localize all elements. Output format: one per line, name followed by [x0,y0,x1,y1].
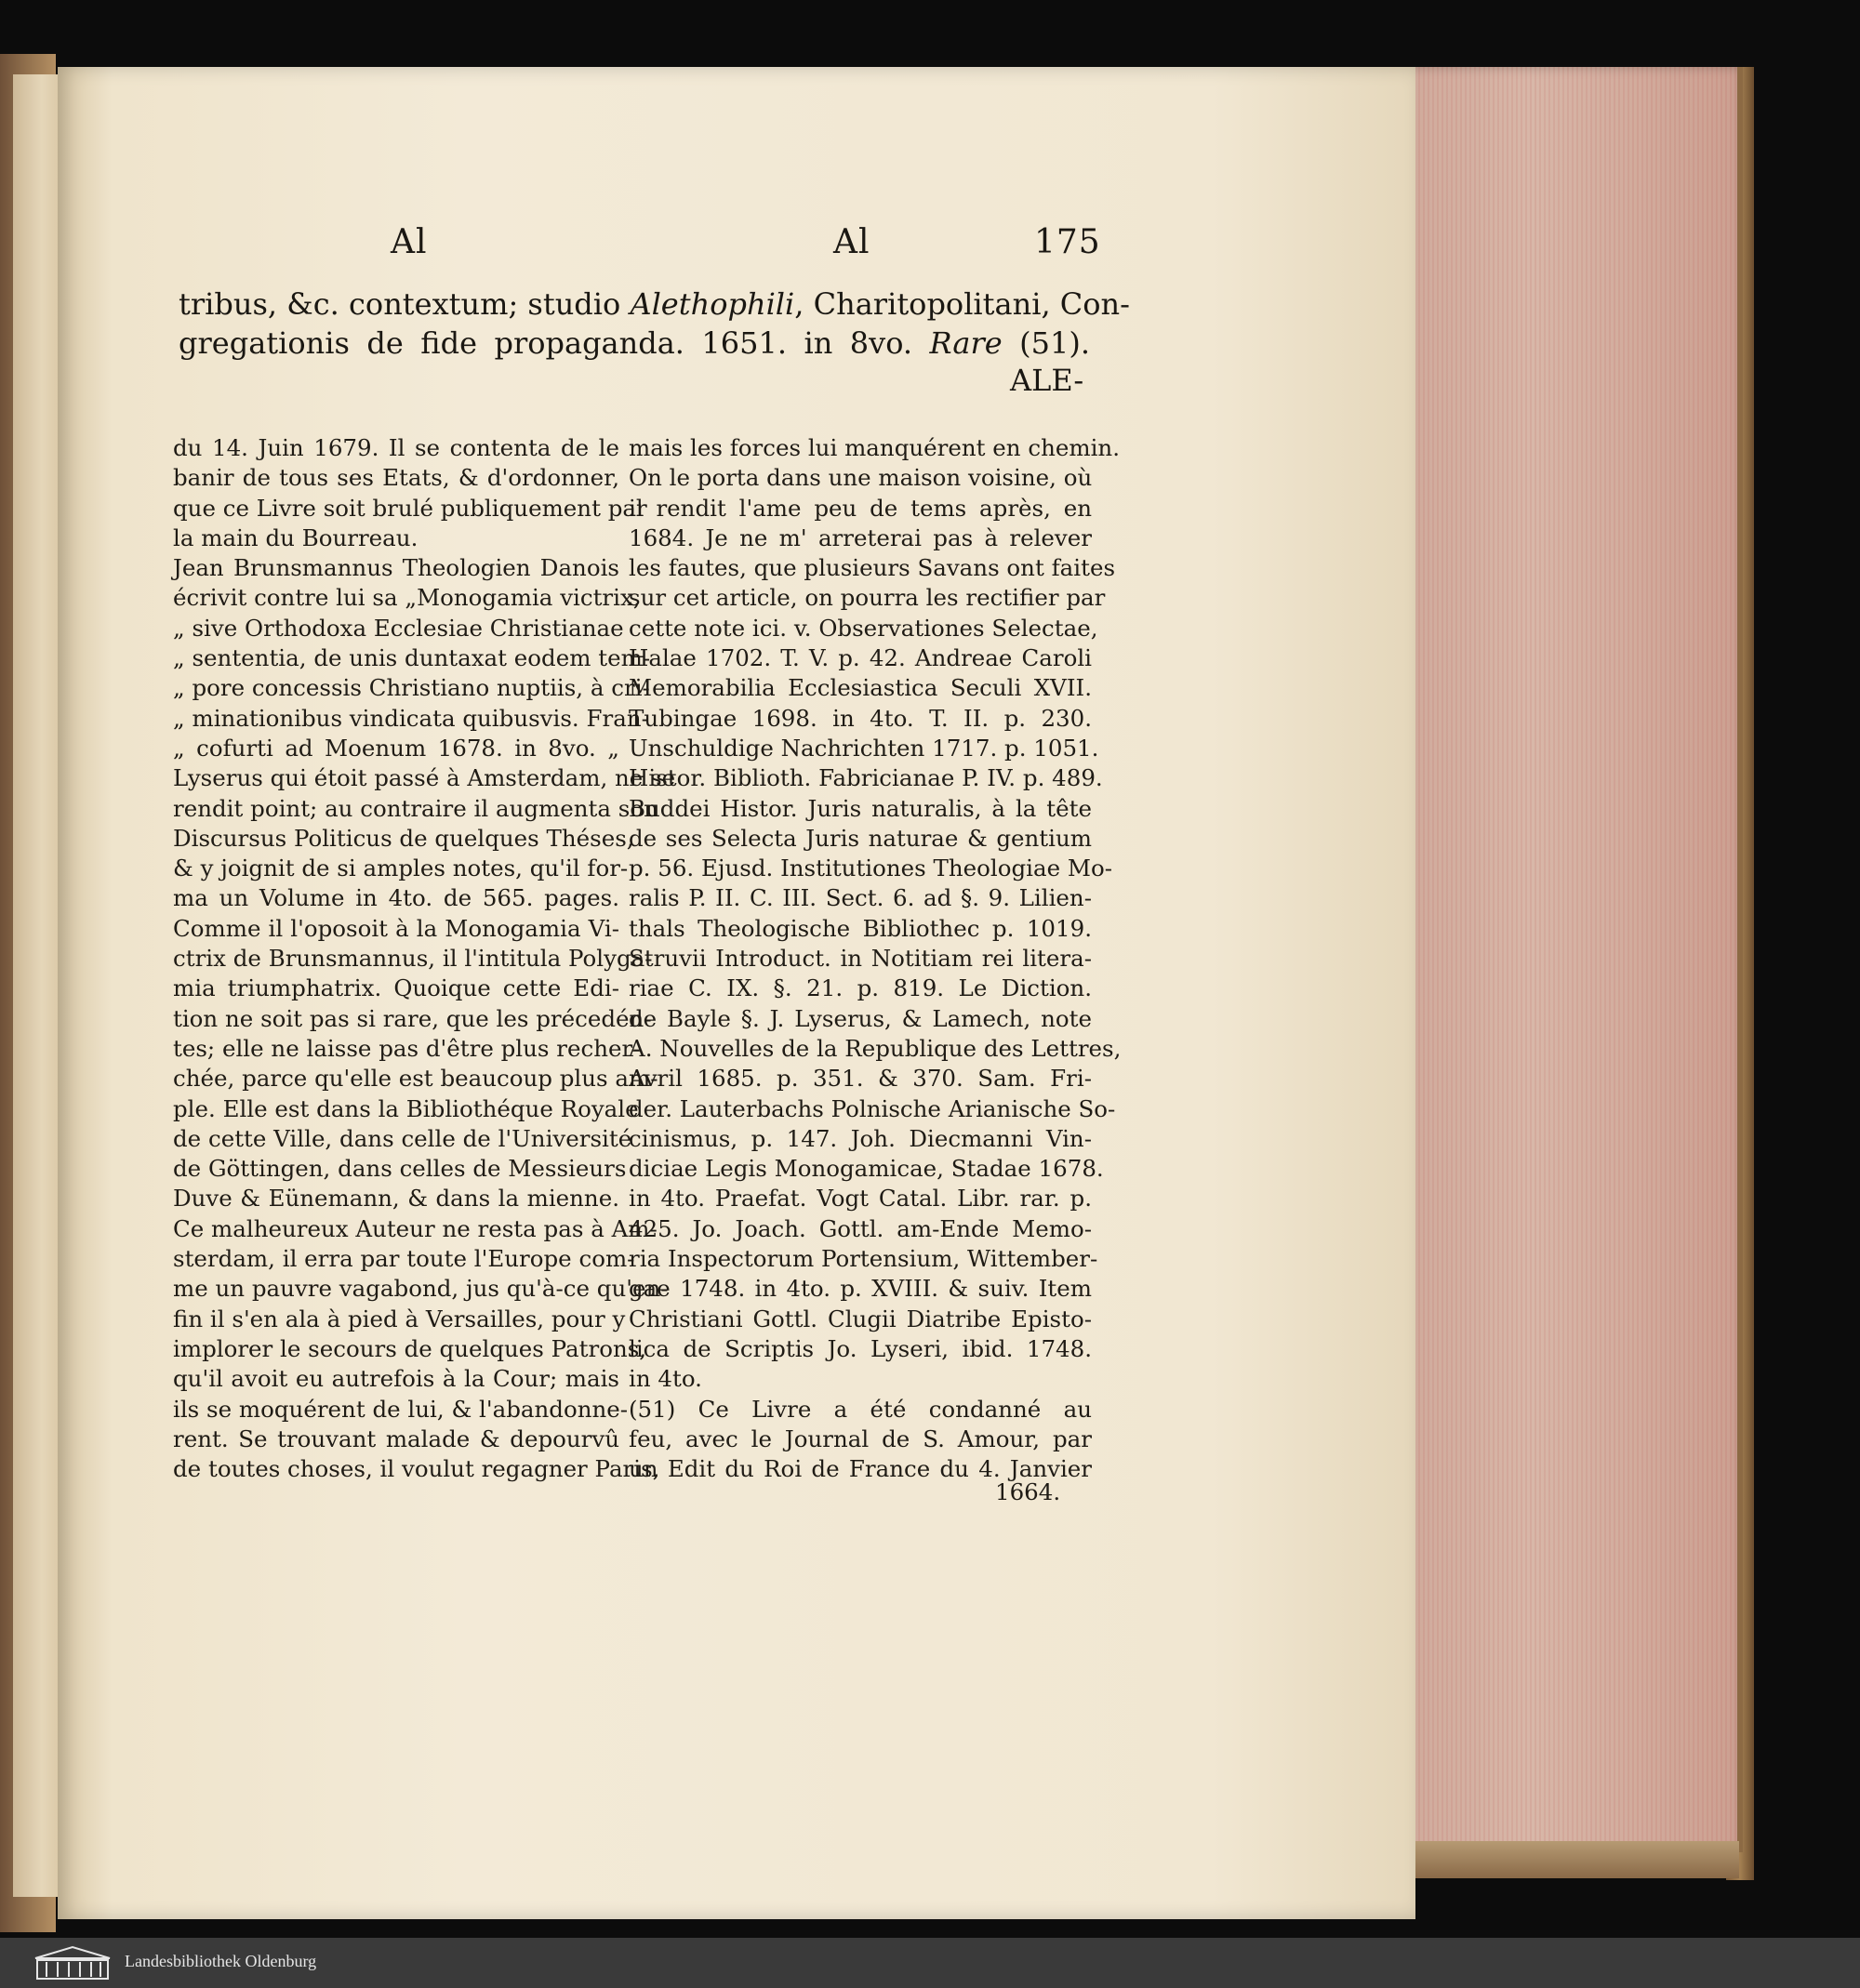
text-line: Christiani Gottl. Clugii Diatribe Episto- [629,1305,1092,1332]
footer-bar [0,1938,1860,1988]
text-line: p. 56. Ejusd. Institutiones Theologiae Mo- [629,855,1112,882]
text-line: 1684. Je ne m' arreterai pas à relever [629,524,1092,551]
text-line: riae C. IX. §. 21. p. 819. Le Diction. [629,974,1092,1002]
text-line: Avril 1685. p. 351. & 370. Sam. Fri- [629,1065,1092,1093]
text-line: cette note ici. v. Observationes Selectae, [629,614,1098,642]
text-line: On le porta dans une maison voisine, où [629,464,1093,492]
running-head-left: Al [391,223,428,261]
top-line-2-text-b: (51). [1002,325,1090,361]
top-line-1-text-a: tribus, &c. contextum; studio [179,286,631,322]
top-line-2-text-a: gregationis de fide propaganda. 1651. in 8vo. [179,325,930,361]
text-line: ctrix de Brunsmannus, il l'intitula Polyga- [173,945,653,973]
text-line: ralis P. II. C. III. Sect. 6. ad §. 9. Lilien- [629,884,1092,912]
text-line: „ pore concessis Christiano nuptiis, à cri- [173,674,650,702]
text-line: Tubingae 1698. in 4to. T. II. p. 230. [629,704,1092,732]
text-line: Struvii Introduct. in Notitiam rei litera- [629,945,1092,973]
text-line: que ce Livre soit brulé publiquement par [173,494,647,522]
text-line: A. Nouvelles de la Republique des Lettres, [629,1034,1122,1062]
text-line: Histor. Biblioth. Fabricianae P. IV. p. 489. [629,764,1103,792]
text-line: de toutes choses, il voulut regagner Paris, [173,1455,660,1483]
text-line: in 4to. Praefat. Vogt Catal. Libr. rar. p. [629,1185,1092,1213]
left-text-column [173,433,676,1484]
text-line: 425. Jo. Joach. Gottl. am-Ende Memo- [629,1214,1092,1242]
page-number: 175 [1034,223,1101,261]
text-line: in 4to. [629,1365,702,1393]
text-line: & y joignit de si amples notes, qu'il for- [173,855,629,882]
text-line: ma un Volume in 4to. de 565. pages. [173,884,619,912]
text-line: de ses Selecta Juris naturae & gentium [629,824,1092,852]
text-line: Comme il l'oposoit à la Monogamia Vi- [173,914,619,942]
text-line: rent. Se trouvant malade & depourvû [173,1425,619,1452]
text-line: „ cofurti ad Moenum 1678. in 8vo. „ [173,734,619,762]
right-text-column [629,433,1122,1484]
text-line: Discursus Politicus de quelques Théses, [173,824,634,852]
text-line: rendit point; au contraire il augmenta son [173,794,658,822]
text-line: tion ne soit pas si rare, que les précedén- [173,1004,652,1032]
text-line: de Bayle §. J. Lyserus, & Lamech, note [629,1004,1092,1032]
text-line: de cette Ville, dans celle de l'Université [173,1124,632,1152]
text-line: Duve & Eünemann, & dans la mienne. [173,1185,619,1213]
text-line: Halae 1702. T. V. p. 42. Andreae Caroli [629,644,1092,672]
top-block-line-2 [179,325,1090,361]
text-line: les fautes, que plusieurs Savans ont faites [629,554,1116,582]
top-line-1-text-b: , Charitopolitani, Con- [794,286,1130,322]
text-line: thals Theologische Bibliothec p. 1019. [629,914,1092,942]
text-line: fin il s'en ala à pied à Versailles, pour y [173,1305,626,1332]
text-line: tes; elle ne laisse pas d'être plus recher- [173,1034,641,1062]
text-line: ils se moquérent de lui, & l'abandonne- [173,1395,629,1423]
text-line: „ sententia, de unis duntaxat eodem tem- [173,644,651,672]
text-line: lica de Scriptis Jo. Lyseri, ibid. 1748. [629,1334,1092,1362]
text-line: Ce malheureux Auteur ne resta pas à Am- [173,1214,658,1242]
page-block-edge [1395,67,1743,1852]
text-line: (51) Ce Livre a été condanné au [629,1395,1092,1423]
text-line: Unschuldige Nachrichten 1717. p. 1051. [629,734,1099,762]
text-line: „ minationibus vindicata quibusvis. Fran- [173,704,649,732]
text-line: mais les forces lui manquérent en chemin. [629,434,1120,461]
text-line: me un pauvre vagabond, jus qu'à-ce qu'en- [173,1275,669,1303]
text-line: il rendit l'ame peu de tems après, en [629,494,1092,522]
library-building-icon [33,1945,112,1981]
text-line: Buddei Histor. Juris naturalis, à la tête [629,794,1092,822]
top-block-line-1 [179,286,1130,322]
catchword: ALE- [1010,363,1084,398]
text-line: ria Inspectorum Portensium, Wittember- [629,1245,1098,1273]
book-bottom-edge [1395,1841,1739,1878]
text-line: Jean Brunsmannus Theologien Danois [173,554,619,582]
text-line: „ sive Orthodoxa Ecclesiae Christianae [173,614,624,642]
text-line: feu, avec le Journal de S. Amour, par [629,1425,1092,1452]
text-line: chée, parce qu'elle est beaucoup plus am- [173,1065,658,1093]
text-line: du 14. Juin 1679. Il se contenta de le [173,434,619,461]
text-line: un Edit du Roi de France du 4. Janvier [629,1455,1092,1483]
text-line: banir de tous ses Etats, & d'ordonner, [173,464,619,492]
text-line: mia triumphatrix. Quoique cette Edi- [173,974,619,1002]
text-line: Lyserus qui étoit passé à Amsterdam, ne se [173,764,676,792]
top-line-1-italic: Alethophili [630,286,795,322]
text-line: qu'il avoit eu autrefois à la Cour; mais [173,1365,619,1393]
text-line: la main du Bourreau. [173,524,418,551]
text-line: der. Lauterbachs Polnische Arianische So- [629,1094,1116,1122]
text-line: diciae Legis Monogamicae, Stadae 1678. [629,1155,1104,1183]
institution-label: Landesbibliothek Oldenburg [125,1952,317,1970]
text-line: sterdam, il erra par toute l'Europe com- [173,1245,635,1273]
text-line: cinismus, p. 147. Joh. Diecmanni Vin- [629,1124,1092,1152]
text-line: Memorabilia Ecclesiastica Seculi XVII. [629,674,1092,702]
top-line-2-italic: Rare [929,325,1003,361]
running-head-center: Al [833,223,870,261]
text-line: gae 1748. in 4to. p. XVIII. & suiv. Item [629,1275,1092,1303]
text-line: écrivit contre lui sa „Monogamia victrix, [173,584,641,612]
closing-catchword: 1664. [995,1478,1061,1505]
text-line: ple. Elle est dans la Bibliothéque Royale [173,1094,639,1122]
text-line: implorer le secours de quelques Patrons, [173,1334,647,1362]
text-line: sur cet article, on pourra les rectifier par [629,584,1106,612]
text-line: de Göttingen, dans celles de Messieurs [173,1155,627,1183]
